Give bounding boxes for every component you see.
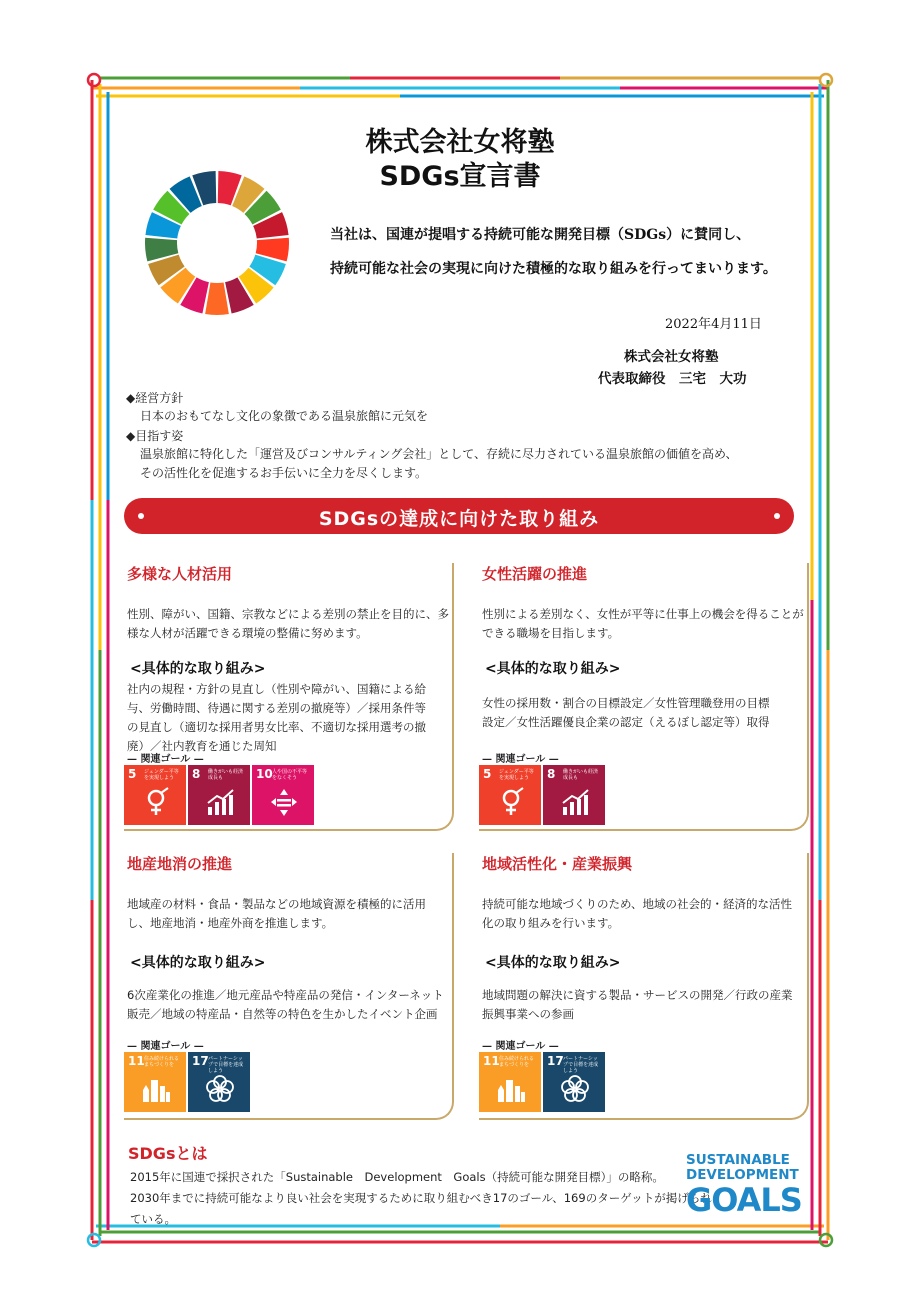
city-icon (141, 1074, 171, 1104)
related-goals-label: — 関連ゴール — (127, 754, 204, 765)
sdg-goal-10-tile (252, 765, 314, 825)
sdg-goal-8-tile (188, 765, 250, 825)
goal-number: 17 (547, 1054, 564, 1068)
sdgs-logo-line-2: DEVELOPMENT (686, 1167, 799, 1183)
partnership-icon (205, 1074, 235, 1104)
card-description: 地域産の材料・食品・製品などの地域資源を積極的に活用 し、地産地消・地産外商を推進します。 (127, 897, 426, 930)
goal-number: 5 (483, 767, 492, 781)
sdg-goal-17-tile (543, 1052, 605, 1112)
growth-chart-icon (205, 787, 235, 817)
goal-number: 8 (547, 767, 556, 781)
card-actions: 6次産業化の推進／地元産品や特産品の発信・インターネット 販売／地域の特産品・自然等の特色を生かしたイベント企画 (127, 988, 444, 1021)
company-title: 株式会社女将塾 (365, 127, 555, 158)
goal-name: パートナーシップで目標を達成しよう (563, 1056, 599, 1074)
about-sdgs-text-2: 2030年までに持続可能なより良い社会を実現するために取り組むべき17のゴール、169のターゲットが掲げられ (130, 1191, 712, 1205)
goal-name: 働きがいも経済成長も (208, 769, 244, 781)
banner-text: SDGsの達成に向けた取り組み (318, 508, 600, 530)
goal-name: ジェンダー平等を実現しよう (499, 769, 534, 781)
declaration-line-2: 持続可能な社会の実現に向けた積極的な取り組みを行ってまいります。 (330, 261, 777, 277)
vision-text-2: その活性化を促進するお手伝いに全力を尽くします。 (140, 466, 428, 480)
gender-equality-icon (141, 787, 171, 817)
sdgs-wheel-icon (143, 169, 291, 317)
goal-icons (479, 1052, 605, 1112)
card-description: 性別、障がい、国籍、宗教などによる差別の禁止を目的に、多 様な人材が活躍できる環境の整備に努めます。 (127, 607, 449, 640)
goal-name: 働きがいも経済成長も (563, 769, 599, 781)
goal-icons (124, 1052, 250, 1112)
related-goals-label: — 関連ゴール — (482, 754, 559, 765)
city-icon (496, 1074, 526, 1104)
declaration-date: 2022年4月11日 (665, 317, 762, 332)
goal-name: 人や国の不平等をなくそう (272, 769, 308, 781)
card-title: 女性活躍の推進 (482, 565, 588, 583)
card-women-empowerment (479, 563, 809, 831)
banner-dot-right (774, 513, 780, 519)
about-sdgs-text-1: 2015年に国連で採択された「Sustainable Development Goals（持続可能な開発目標）」の略称。 (130, 1170, 664, 1184)
goal-icons (479, 765, 605, 825)
card-subheading: <具体的な取り組み> (130, 661, 266, 677)
card-subheading: <具体的な取り組み> (130, 955, 266, 971)
goal-number: 5 (128, 767, 137, 781)
card-actions: 地域問題の解決に資する製品・サービスの開発／行政の産業 振興事業への参画 (482, 988, 793, 1021)
card-diverse-talent (124, 563, 454, 831)
signer-company: 株式会社女将塾 (624, 349, 719, 365)
goal-name: 住み続けられるまちづくりを (499, 1056, 535, 1068)
card-actions: 社内の規程・方針の見直し（性別や障がい、国籍による給 与、労働時間、待遇に関する差別の撤廃等）／採用条件等 の見直し（適切な採用者男女比率、不適切な採用選考の撤 廃）／社内教育を通じた周知 (127, 682, 426, 753)
goal-number: 10 (256, 767, 273, 781)
sdg-goal-11-tile (124, 1052, 186, 1112)
related-goals-label: — 関連ゴール — (127, 1041, 204, 1052)
signer-name: 代表取締役 三宅 大功 (598, 371, 747, 387)
related-goals-label: — 関連ゴール — (482, 1041, 559, 1052)
about-sdgs-heading: SDGsとは (128, 1144, 208, 1163)
card-subheading: <具体的な取り組み> (485, 955, 621, 971)
sdg-goal-11-tile (479, 1052, 541, 1112)
goal-number: 8 (192, 767, 201, 781)
vision-text-1: 温泉旅館に特化した「運営及びコンサルティング会社」として、存続に尽力されている温泉旅館の価値を高め、 (140, 447, 738, 461)
card-regional-revitalization (479, 853, 809, 1120)
card-description: 性別による差別なく、女性が平等に仕事上の機会を得ることが できる職場を目指します。 (482, 607, 804, 640)
card-title: 地産地消の推進 (127, 855, 233, 873)
wheel-segment (205, 282, 229, 315)
sdg-goal-5-tile (479, 765, 541, 825)
goal-name: 住み続けられるまちづくりを (144, 1056, 180, 1068)
goal-name: パートナーシップで目標を達成しよう (208, 1056, 244, 1074)
sdg-goal-17-tile (188, 1052, 250, 1112)
sdg-goal-8-tile (543, 765, 605, 825)
declaration-line-1: 当社は、国連が提唱する持続可能な開発目標（SDGs）に賛同し、 (330, 227, 751, 243)
sdg-goal-5-tile (124, 765, 186, 825)
page-title: SDGs宣言書 (379, 161, 541, 192)
card-actions: 女性の採用数・割合の目標設定／女性管理職登用の目標 設定／女性活躍優良企業の認定（えるぼし認定等）取得 (482, 696, 770, 729)
section-banner (124, 498, 794, 534)
gender-equality-icon (496, 787, 526, 817)
policy-heading: ◆経営方針 (126, 391, 184, 405)
goal-name: ジェンダー平等を実現しよう (144, 769, 179, 781)
partnership-icon (560, 1074, 590, 1104)
card-description: 持続可能な地域づくりのため、地域の社会的・経済的な活性 化の取り組みを行います。 (482, 897, 793, 930)
goal-number: 11 (483, 1054, 500, 1068)
equality-icon (269, 787, 299, 817)
vision-heading: ◆目指す姿 (126, 429, 184, 443)
sdgs-logo-goals: GOALS (686, 1181, 802, 1219)
growth-chart-icon (560, 787, 590, 817)
goal-number: 17 (192, 1054, 209, 1068)
goal-number: 11 (128, 1054, 145, 1068)
policy-text: 日本のおもてなし文化の象徴である温泉旅館に元気を (140, 409, 429, 423)
card-title: 地域活性化・産業振興 (482, 855, 633, 873)
about-sdgs-text-3: ている。 (130, 1212, 176, 1226)
card-subheading: <具体的な取り組み> (485, 661, 621, 677)
sdgs-logo-line-1: SUSTAINABLE (686, 1152, 790, 1168)
goal-icons (124, 765, 314, 825)
card-local-production (124, 853, 454, 1120)
card-title: 多様な人材活用 (127, 565, 233, 583)
